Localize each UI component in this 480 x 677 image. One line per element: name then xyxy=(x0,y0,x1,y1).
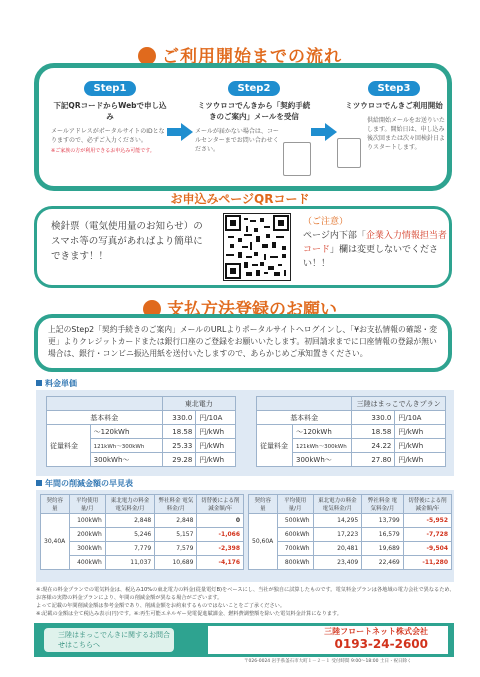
qr-code[interactable] xyxy=(223,213,291,281)
step-label: Step1 xyxy=(84,81,137,96)
payment-title: 支払方法登録のお願い xyxy=(14,295,466,320)
contact-button[interactable]: 三陸はまっこでんきに関するお問合せはこちらへ xyxy=(44,628,174,652)
savings-heading: 年間の削減金額の早見表 xyxy=(36,478,133,489)
step-label: Step3 xyxy=(368,81,421,96)
qr-caution-text: （ご注意） ページ内下部「企業入力情報担当者コード」欄は変更しないでください！！ xyxy=(303,217,447,269)
qr-box xyxy=(34,206,452,288)
rates-heading: 料金単価 xyxy=(36,378,77,389)
payment-text: 上記のStep2「契約手続きのご案内」メールのURLよりポータルサイトへログインし、「¥お支払情報の確認・変更」よりクレジットカードまたは銀行口座のご登録をお願いいたします。初回請求までに口座情報の登録が無い場合は、銀行・コンビニ振込用紙を送付いたしますので、あらかじめご承知置きください。 xyxy=(34,314,452,372)
step-head: 下記QRコードからWebで申し込み xyxy=(53,101,167,121)
qr-left-text: 検針票（電気使用量のお知らせ）のスマホ等の写真があればより簡単にできます！！ xyxy=(51,221,203,262)
highlight-text: 企業入力情報担当者コード xyxy=(303,231,447,255)
rates-panel xyxy=(36,390,454,476)
step-note: ※ご家族の方が利用できるお申込み可能です。 xyxy=(51,148,155,154)
step-body: 供給開始メールをお送りいたします。開始日は、申し込み後次回または次々回検針日よりスタートします。 xyxy=(367,117,446,151)
arrow-right-icon xyxy=(167,123,193,141)
step-body: メールアドレスがポータルサイトのIDとなりますので、必ずご入力ください。 xyxy=(51,128,165,144)
phone-number[interactable]: 0193-24-2600 xyxy=(334,637,428,651)
rates-table-right: 三陸はまっこでんきプラン 基本料金 330.0 円/10A 従量料金 ～120kWh 18.58 円/kWh 121kWh～300kWh 24.22 円/kWh 300kWh～ 27.80 円/kWh xyxy=(256,396,446,467)
savings-table-left: 契約容量 平均使用量/月 東北電力の料金 電気料金/月 弊社料金 電気料金/月 切替後による削減金額/年 30,40A 100kWh 2,848 2,848 0 200kWh 5,246 5,157 -1,066 300kWh 7,779 7,579 -2,398 400kWh 11,037 10,689 -4,176 xyxy=(40,494,244,570)
address: 〒026-0024 岩手県釜石市大町１－２－１ 受付時間 9:00～18:00 土日・祝日除く xyxy=(244,659,412,664)
company-name: 三陸フロートネット株式会社 xyxy=(324,627,428,636)
step-head: ミツウロコでんきご利用開始 xyxy=(345,101,443,110)
qr-code-icon xyxy=(224,214,290,280)
document-icon xyxy=(337,138,361,168)
caution-label: （ご注意） xyxy=(303,217,349,227)
step-3 xyxy=(339,76,449,188)
rates-table-left: 東北電力 基本料金 330.0 円/10A 従量料金 ～120kWh 18.58 円/kWh 121kWh～300kWh 25.33 円/kWh 300kWh～ 29.28 円/kWh xyxy=(46,396,236,467)
page xyxy=(14,10,466,670)
step-2 xyxy=(195,76,313,188)
footer xyxy=(34,623,454,657)
step-head: ミツウロコでんきから「契約手続きのご案内」メールを受信 xyxy=(197,101,311,121)
company-box xyxy=(208,626,448,654)
mail-icon xyxy=(283,142,311,176)
step-1 xyxy=(51,76,169,188)
rates-right-title: 三陸はまっこでんきプラン xyxy=(352,397,446,411)
arrow-right-icon xyxy=(311,123,337,141)
flow-box xyxy=(34,63,452,191)
savings-panel xyxy=(36,490,454,582)
rates-left-title: 東北電力 xyxy=(162,397,235,411)
square-icon xyxy=(36,480,42,486)
page-title: ご利用開始までの流れ xyxy=(14,42,466,67)
step-body: メールが届かない場合は、コールセンターまでお問い合わせください。 xyxy=(195,128,279,153)
qr-title: お申込みページQRコード xyxy=(170,192,310,206)
savings-table-right: 契約容量 平均使用量/月 東北電力の料金 電気料金/月 弊社料金 電気料金/月 切替後による削減金額/年 50,60A 500kWh 14,295 13,799 -5,952 600kWh 17,223 16,579 -7,728 700kWh 20,481 19,689 -9,504 800kWh 23,409 22,469 -11,280 xyxy=(248,494,452,570)
footnotes: ※:現在の料金プランでの電気料金は、税込み10%の東北電力の料金(従量電灯B)をベースにし、当社が独自に試算したものです。電気料金プランは各地域の電力会社で異なるため、お客様の実際の料金プランにより、年間の削減金額が異なる場合がございます。 よって記載の年間削減金額は参考金額であり、削減金額をお約束するものではないことをご了承ください。 ※:記載の金額は全て税込み表示(円)です。※:再生可能エネルギー発電促進賦課金、燃料費調整額を除いた電気料金計算になります。 xyxy=(36,587,455,617)
square-icon xyxy=(36,380,42,386)
step-label: Step2 xyxy=(228,81,281,96)
